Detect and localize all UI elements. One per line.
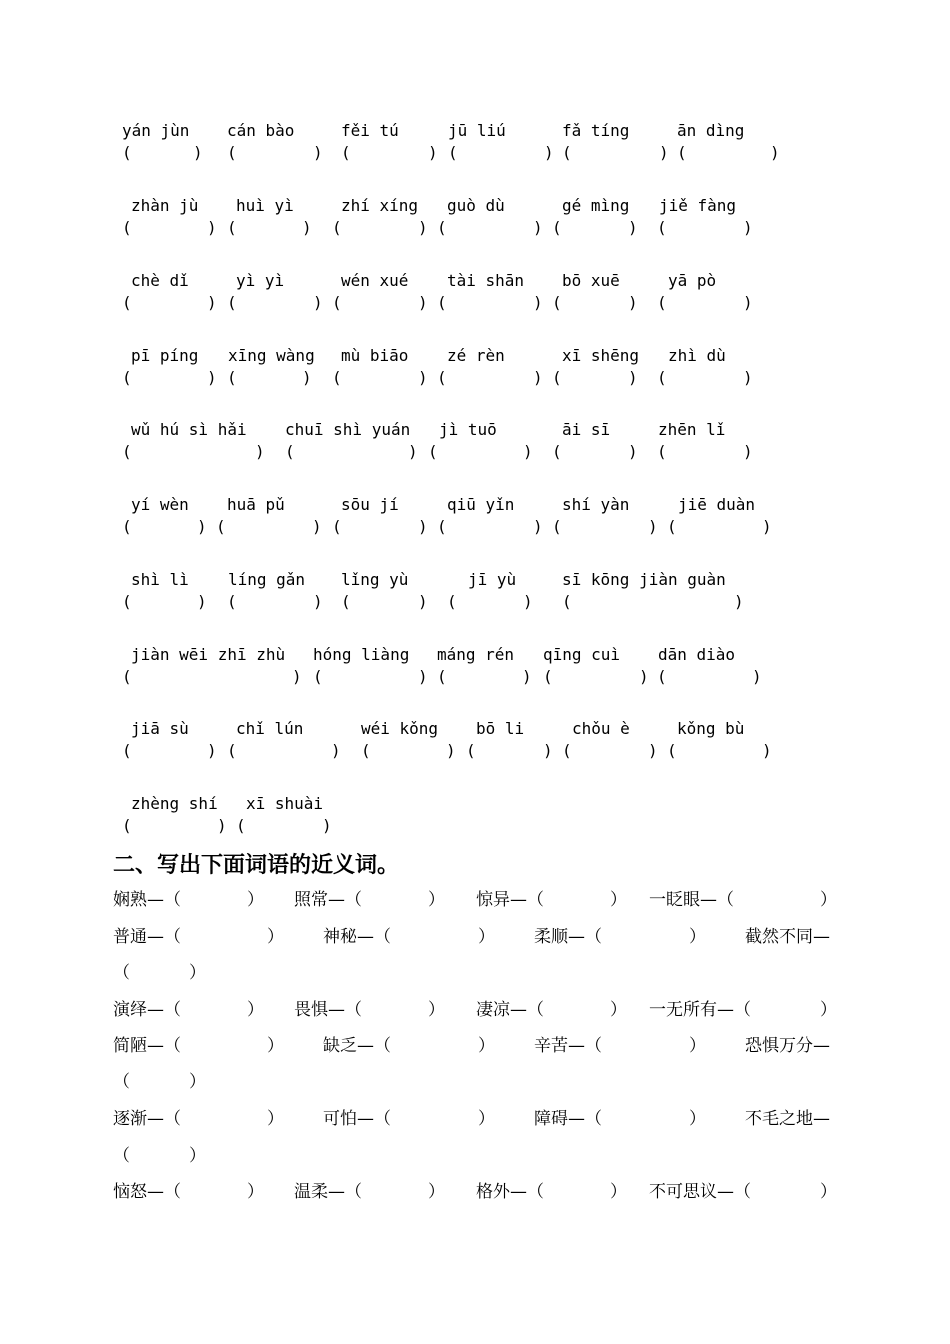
open-paren: ( xyxy=(428,442,438,461)
close-paren: ) xyxy=(217,816,227,835)
close-paren: ) xyxy=(762,741,772,760)
close-paren: ) xyxy=(648,741,658,760)
close-paren: ) xyxy=(752,667,762,686)
pinyin-word: jiě fàng xyxy=(659,196,737,215)
pinyin-word: yí wèn xyxy=(131,495,189,514)
synonym-item: 障碍—（ xyxy=(534,1109,602,1129)
pinyin-word: zé rèn xyxy=(447,346,505,365)
open-paren: ( xyxy=(562,592,572,611)
close-paren: ) xyxy=(639,667,649,686)
synonym-item: 惊异—（ xyxy=(476,890,544,910)
pinyin-row xyxy=(0,570,950,630)
pinyin-word: zhèng shí xyxy=(131,794,218,813)
open-paren: ( xyxy=(562,741,572,760)
answer-paren: ） xyxy=(689,927,706,947)
open-paren: ( xyxy=(667,517,677,536)
close-paren: ) xyxy=(659,143,669,162)
pinyin-row xyxy=(0,645,950,705)
pinyin-word: chǒu è xyxy=(572,719,630,738)
pinyin-word: kǒng bù xyxy=(677,719,745,738)
pinyin-word: yā pò xyxy=(668,271,717,290)
close-paren: ) xyxy=(418,517,428,536)
answer-paren: ） xyxy=(689,1036,706,1056)
open-paren: ( xyxy=(313,667,323,686)
close-paren: ) xyxy=(628,218,638,237)
close-paren: ) xyxy=(207,368,217,387)
close-paren: ) xyxy=(322,816,332,835)
close-paren: ) xyxy=(193,143,203,162)
open-paren: ( xyxy=(437,293,447,312)
synonym-item: 缺乏—（ xyxy=(323,1036,391,1056)
close-paren: ) xyxy=(302,368,312,387)
open-paren: ( xyxy=(552,218,562,237)
close-paren: ) xyxy=(197,517,207,536)
open-paren: ( xyxy=(122,741,132,760)
open-paren: ( xyxy=(122,442,132,461)
close-paren: ) xyxy=(292,667,302,686)
pinyin-word: huì yì xyxy=(236,196,294,215)
pinyin-word: dān diào xyxy=(658,645,736,664)
close-paren: ) xyxy=(523,592,533,611)
close-paren: ) xyxy=(543,741,553,760)
close-paren: ) xyxy=(770,143,780,162)
answer-paren: （ xyxy=(113,963,130,983)
close-paren: ) xyxy=(418,368,428,387)
open-paren: ( xyxy=(361,741,371,760)
section-2-title: 二、写出下面词语的近义词。 xyxy=(113,853,400,878)
open-paren: ( xyxy=(677,143,687,162)
close-paren: ) xyxy=(648,517,658,536)
pinyin-word: zhàn jù xyxy=(131,196,199,215)
close-paren: ) xyxy=(533,368,543,387)
open-paren: ( xyxy=(552,293,562,312)
synonym-item: 不毛之地— xyxy=(745,1109,830,1129)
open-paren: ( xyxy=(122,218,132,237)
close-paren: ) xyxy=(446,741,456,760)
open-paren: ( xyxy=(667,741,677,760)
close-paren: ) xyxy=(302,218,312,237)
pinyin-word: bō li xyxy=(476,719,525,738)
open-paren: ( xyxy=(341,143,351,162)
pinyin-word: qiū yǐn xyxy=(447,495,515,514)
pinyin-word: sī kōng jiàn guàn xyxy=(562,570,726,589)
pinyin-row xyxy=(0,719,950,779)
open-paren: ( xyxy=(543,667,553,686)
open-paren: ( xyxy=(552,517,562,536)
close-paren: ) xyxy=(418,218,428,237)
answer-paren: ） xyxy=(478,927,495,947)
open-paren: ( xyxy=(437,218,447,237)
pinyin-word: cán bào xyxy=(227,121,295,140)
answer-paren: ） xyxy=(478,1036,495,1056)
synonym-item: 凄凉—（ xyxy=(476,1000,544,1020)
pinyin-word: sōu jí xyxy=(341,495,399,514)
close-paren: ) xyxy=(743,368,753,387)
pinyin-word: chuī shì yuán xyxy=(285,420,411,439)
close-paren: ) xyxy=(743,442,753,461)
pinyin-row xyxy=(0,346,950,406)
pinyin-word: shí yàn xyxy=(562,495,630,514)
close-paren: ) xyxy=(207,218,217,237)
pinyin-row xyxy=(0,271,950,331)
pinyin-word: mù biāo xyxy=(341,346,409,365)
pinyin-word: zhēn lǐ xyxy=(658,420,726,439)
close-paren: ) xyxy=(408,442,418,461)
pinyin-word: huā pǔ xyxy=(227,495,285,514)
answer-paren: ） xyxy=(820,890,837,910)
answer-paren: ） xyxy=(478,1109,495,1129)
synonym-item: 娴熟—（ xyxy=(113,890,181,910)
open-paren: ( xyxy=(437,667,447,686)
open-paren: ( xyxy=(122,368,132,387)
open-paren: ( xyxy=(657,368,667,387)
open-paren: ( xyxy=(227,143,237,162)
open-paren: ( xyxy=(227,741,237,760)
pinyin-word: zhì dù xyxy=(668,346,726,365)
open-paren: ( xyxy=(122,293,132,312)
close-paren: ) xyxy=(743,293,753,312)
pinyin-row xyxy=(0,196,950,256)
pinyin-word: zhí xíng xyxy=(341,196,419,215)
close-paren: ) xyxy=(331,741,341,760)
answer-paren: ） xyxy=(247,890,264,910)
open-paren: ( xyxy=(332,517,342,536)
open-paren: ( xyxy=(122,592,132,611)
open-paren: ( xyxy=(552,368,562,387)
answer-paren: ） xyxy=(820,1000,837,1020)
synonym-item: 温柔—（ xyxy=(294,1182,362,1202)
pinyin-word: fěi tú xyxy=(341,121,399,140)
synonym-item: 恼怒—（ xyxy=(113,1182,181,1202)
answer-paren: ） xyxy=(820,1182,837,1202)
open-paren: ( xyxy=(447,592,457,611)
synonym-item: 柔顺—（ xyxy=(534,927,602,947)
open-paren: ( xyxy=(657,667,667,686)
pinyin-word: bō xuē xyxy=(562,271,620,290)
close-paren: ) xyxy=(197,592,207,611)
pinyin-word: shì lì xyxy=(131,570,189,589)
answer-paren: ） xyxy=(610,890,627,910)
open-paren: ( xyxy=(332,293,342,312)
answer-paren: ） xyxy=(610,1000,627,1020)
close-paren: ) xyxy=(533,218,543,237)
synonym-item: 一无所有—（ xyxy=(649,1000,751,1020)
pinyin-word: yì yì xyxy=(236,271,285,290)
close-paren: ) xyxy=(255,442,265,461)
pinyin-word: jiē duàn xyxy=(678,495,756,514)
synonym-item: 格外—（ xyxy=(476,1182,544,1202)
pinyin-word: hóng liàng xyxy=(313,645,410,664)
pinyin-word: jū liú xyxy=(448,121,506,140)
open-paren: ( xyxy=(227,218,237,237)
pinyin-word: qīng cuì xyxy=(543,645,621,664)
pinyin-word: xī shuài xyxy=(246,794,324,813)
synonym-item: 照常—（ xyxy=(294,890,362,910)
open-paren: ( xyxy=(332,368,342,387)
pinyin-row xyxy=(0,794,950,854)
close-paren: ) xyxy=(743,218,753,237)
pinyin-row xyxy=(0,121,950,181)
open-paren: ( xyxy=(236,816,246,835)
open-paren: ( xyxy=(657,442,667,461)
open-paren: ( xyxy=(122,667,132,686)
answer-paren: ） xyxy=(689,1109,706,1129)
answer-paren: ） xyxy=(189,1072,206,1092)
pinyin-word: chǐ lún xyxy=(236,719,304,738)
synonym-item: 可怕—（ xyxy=(323,1109,391,1129)
close-paren: ) xyxy=(762,517,772,536)
open-paren: ( xyxy=(227,368,237,387)
pinyin-word: chè dǐ xyxy=(131,271,189,290)
close-paren: ) xyxy=(544,143,554,162)
pinyin-word: pī píng xyxy=(131,346,199,365)
pinyin-word: wéi kǒng xyxy=(361,719,439,738)
synonym-item: 演绎—（ xyxy=(113,1000,181,1020)
open-paren: ( xyxy=(657,218,667,237)
answer-paren: （ xyxy=(113,1072,130,1092)
open-paren: ( xyxy=(552,442,562,461)
answer-paren: ） xyxy=(247,1000,264,1020)
pinyin-word: máng rén xyxy=(437,645,515,664)
synonym-item: 截然不同— xyxy=(745,927,830,947)
pinyin-row xyxy=(0,495,950,555)
answer-paren: ） xyxy=(267,1109,284,1129)
pinyin-word: jī yù xyxy=(468,570,517,589)
synonym-item: 逐渐—（ xyxy=(113,1109,181,1129)
answer-paren: ） xyxy=(247,1182,264,1202)
close-paren: ) xyxy=(418,592,428,611)
pinyin-word: líng gǎn xyxy=(228,570,306,589)
pinyin-word: lǐng yù xyxy=(341,570,409,589)
close-paren: ) xyxy=(418,293,428,312)
close-paren: ) xyxy=(533,517,543,536)
pinyin-word: fǎ tíng xyxy=(562,121,630,140)
pinyin-word: xīng wàng xyxy=(228,346,315,365)
pinyin-word: jiàn wēi zhī zhù xyxy=(131,645,286,664)
close-paren: ) xyxy=(418,667,428,686)
synonym-item: 一眨眼—（ xyxy=(649,890,734,910)
answer-paren: ） xyxy=(189,1146,206,1166)
close-paren: ) xyxy=(522,667,532,686)
pinyin-word: āi sī xyxy=(562,420,611,439)
open-paren: ( xyxy=(216,517,226,536)
pinyin-word: ān dìng xyxy=(677,121,745,140)
open-paren: ( xyxy=(448,143,458,162)
close-paren: ) xyxy=(312,517,322,536)
synonym-item: 不可思议—（ xyxy=(649,1182,751,1202)
pinyin-word: guò dù xyxy=(447,196,505,215)
close-paren: ) xyxy=(313,143,323,162)
answer-paren: （ xyxy=(113,1146,130,1166)
pinyin-word: jì tuō xyxy=(439,420,497,439)
open-paren: ( xyxy=(332,218,342,237)
answer-paren: ） xyxy=(428,1000,445,1020)
answer-paren: ） xyxy=(267,927,284,947)
synonym-item: 普通—（ xyxy=(113,927,181,947)
answer-paren: ） xyxy=(189,963,206,983)
close-paren: ) xyxy=(207,293,217,312)
answer-paren: ） xyxy=(428,1182,445,1202)
close-paren: ) xyxy=(207,741,217,760)
close-paren: ) xyxy=(313,293,323,312)
pinyin-word: wén xué xyxy=(341,271,409,290)
close-paren: ) xyxy=(533,293,543,312)
open-paren: ( xyxy=(657,293,667,312)
answer-paren: ） xyxy=(610,1182,627,1202)
open-paren: ( xyxy=(562,143,572,162)
pinyin-word: jiā sù xyxy=(131,719,189,738)
pinyin-word: yán jùn xyxy=(122,121,190,140)
pinyin-word: gé mìng xyxy=(562,196,630,215)
open-paren: ( xyxy=(437,517,447,536)
open-paren: ( xyxy=(285,442,295,461)
open-paren: ( xyxy=(466,741,476,760)
answer-paren: ） xyxy=(428,890,445,910)
close-paren: ) xyxy=(523,442,533,461)
pinyin-word: xī shēng xyxy=(562,346,640,365)
synonym-item: 神秘—（ xyxy=(323,927,391,947)
synonym-item: 辛苦—（ xyxy=(534,1036,602,1056)
pinyin-word: wǔ hú sì hǎi xyxy=(131,420,247,439)
synonym-item: 畏惧—（ xyxy=(294,1000,362,1020)
open-paren: ( xyxy=(227,592,237,611)
pinyin-row xyxy=(0,420,950,480)
answer-paren: ） xyxy=(267,1036,284,1056)
open-paren: ( xyxy=(341,592,351,611)
synonym-item: 恐惧万分— xyxy=(745,1036,830,1056)
close-paren: ) xyxy=(428,143,438,162)
open-paren: ( xyxy=(122,517,132,536)
pinyin-word: tài shān xyxy=(447,271,525,290)
close-paren: ) xyxy=(628,442,638,461)
open-paren: ( xyxy=(122,816,132,835)
close-paren: ) xyxy=(734,592,744,611)
open-paren: ( xyxy=(122,143,132,162)
open-paren: ( xyxy=(227,293,237,312)
open-paren: ( xyxy=(437,368,447,387)
close-paren: ) xyxy=(628,293,638,312)
synonym-item: 简陋—（ xyxy=(113,1036,181,1056)
close-paren: ) xyxy=(628,368,638,387)
close-paren: ) xyxy=(313,592,323,611)
